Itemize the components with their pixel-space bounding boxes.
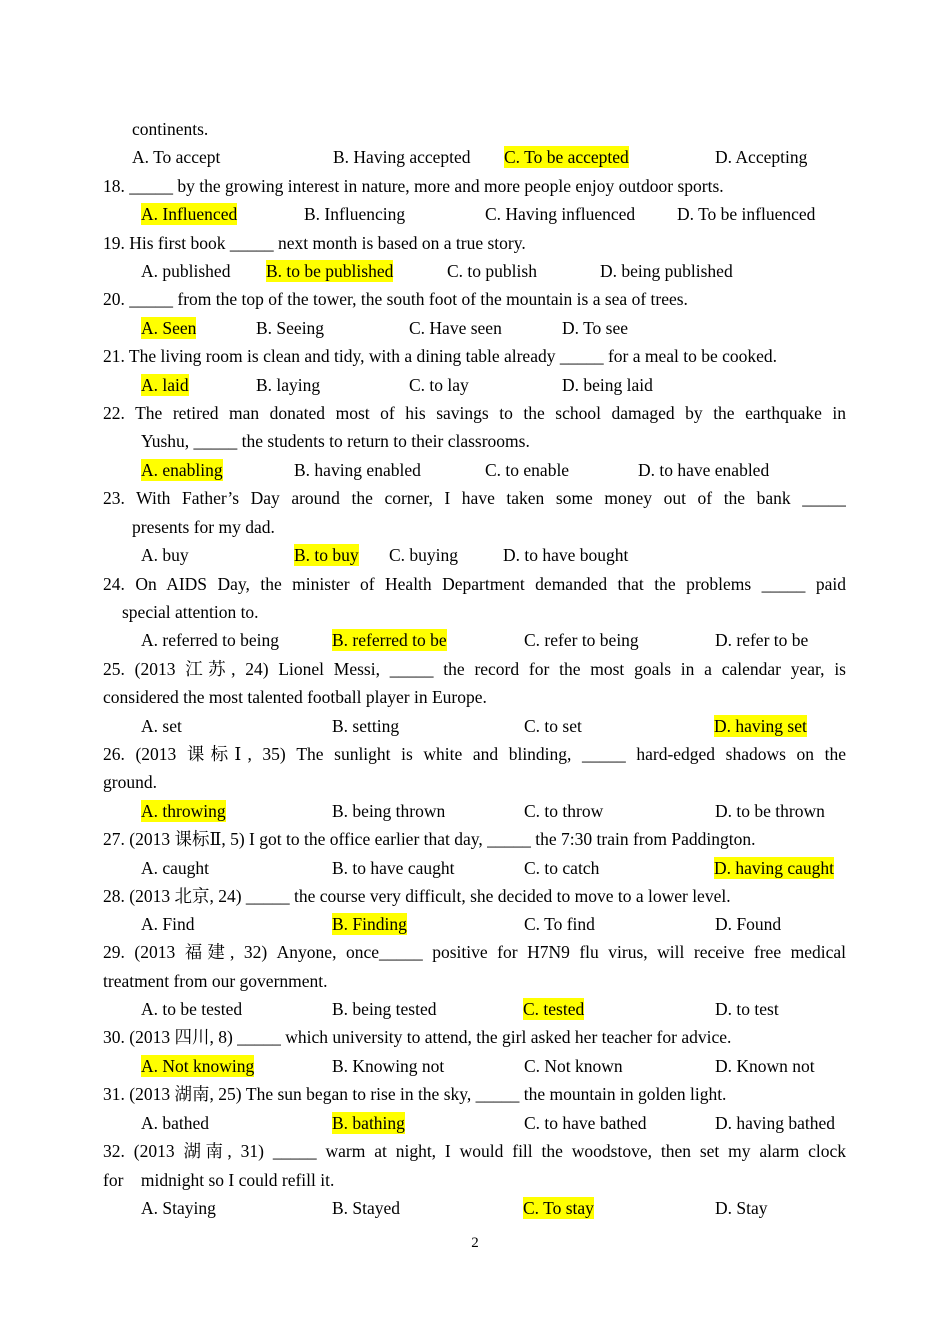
q27-option-c: C. to catch: [524, 858, 600, 878]
q17-option-d: D. Accepting: [715, 147, 808, 167]
q25-option-c: C. to set: [524, 716, 582, 736]
q24-option-d: D. refer to be: [715, 630, 809, 650]
q24-option-c: C. refer to being: [524, 630, 639, 650]
q23-option-d: D. to have bought: [503, 545, 629, 565]
q29-option-c-answer: C. tested: [523, 999, 585, 1019]
q23-option-b-answer: B. to buy: [294, 545, 359, 565]
q26-option-a-answer: A. throwing: [141, 801, 226, 821]
q20-option-a-answer: A. Seen: [141, 318, 197, 338]
q17-option-a: A. To accept: [132, 147, 221, 167]
page-number: 2: [471, 1235, 479, 1251]
q24-stem-line1: 24. On AIDS Day, the minister of Health Department demanded that the problems _____ paid: [103, 574, 846, 594]
q31-option-d: D. having bathed: [715, 1113, 836, 1133]
q30-option-b: B. Knowing not: [332, 1056, 445, 1076]
q17-stem-continuation: continents.: [132, 119, 209, 139]
q18-option-d: D. To be influenced: [677, 204, 816, 224]
q18-option-c: C. Having influenced: [485, 204, 636, 224]
q25-stem-line2: considered the most talented football player in Europe.: [103, 687, 487, 707]
q26-option-c: C. to throw: [524, 801, 604, 821]
q17-option-c-answer: C. To be accepted: [504, 147, 629, 167]
q22-option-b: B. having enabled: [294, 460, 421, 480]
q25-option-d-answer: D. having set: [714, 716, 807, 736]
q25-stem-line1: 25. (2013 江苏, 24) Lionel Messi, _____ the record for the most goals in a calendar year, is: [103, 659, 846, 679]
q20-option-d: D. To see: [562, 318, 629, 338]
q30-stem: 30. (2013 四川, 8) _____ which university to attend, the girl asked her teacher for advice.: [103, 1027, 732, 1047]
q28-option-b-answer: B. Finding: [332, 914, 407, 934]
q24-stem-line2: special attention to.: [122, 602, 259, 622]
q21-option-a-answer: A. laid: [141, 375, 189, 395]
q22-stem-line2: Yushu, _____ the students to return to their classrooms.: [141, 431, 530, 451]
q29-option-b: B. being tested: [332, 999, 437, 1019]
q26-stem-line1: 26. (2013 课标Ⅰ, 35) The sunlight is white and blinding, _____ hard-edged shadows on the: [103, 744, 846, 764]
q21-option-d: D. being laid: [562, 375, 653, 395]
q29-option-a: A. to be tested: [141, 999, 243, 1019]
q28-stem: 28. (2013 北京, 24) _____ the course very difficult, she decided to move to a lower level.: [103, 886, 731, 906]
q19-option-c: C. to publish: [447, 261, 537, 281]
q30-option-c: C. Not known: [524, 1056, 623, 1076]
q24-option-a: A. referred to being: [141, 630, 279, 650]
q27-stem: 27. (2013 课标Ⅱ, 5) I got to the office earlier that day, _____ the 7:30 train from Paddington.: [103, 829, 756, 849]
q28-option-a: A. Find: [141, 914, 195, 934]
q23-stem-line1: 23. With Father’s Day around the corner, I have taken some money out of the bank _____: [103, 488, 846, 508]
q25-option-a: A. set: [141, 716, 182, 736]
q23-option-a: A. buy: [141, 545, 189, 565]
q19-stem: 19. His first book _____ next month is based on a true story.: [103, 233, 526, 253]
q29-stem-line2: treatment from our government.: [103, 971, 328, 991]
q22-option-a-answer: A. enabling: [141, 460, 223, 480]
q29-stem-line1: 29. (2013 福建, 32) Anyone, once_____ positive for H7N9 flu virus, will receive free medical: [103, 942, 846, 962]
q32-stem-line2: for midnight so I could refill it.: [103, 1170, 335, 1190]
q19-option-b-answer: B. to be published: [266, 261, 394, 281]
q32-option-c-answer: C. To stay: [523, 1198, 594, 1218]
q18-option-a-answer: A. Influenced: [141, 204, 238, 224]
q31-option-b-answer: B. bathing: [332, 1113, 405, 1133]
q19-option-a: A. published: [141, 261, 231, 281]
q18-stem: 18. _____ by the growing interest in nature, more and more people enjoy outdoor sports.: [103, 176, 724, 196]
q26-stem-line2: ground.: [103, 772, 157, 792]
q27-option-a: A. caught: [141, 858, 210, 878]
q30-option-a-answer: A. Not knowing: [141, 1056, 255, 1076]
q32-stem-line1: 32. (2013 湖南, 31) _____ warm at night, I would fill the woodstove, then set my alarm clock: [103, 1141, 846, 1161]
q24-option-b-answer: B. referred to be: [332, 630, 447, 650]
q28-option-d: D. Found: [715, 914, 782, 934]
q27-option-b: B. to have caught: [332, 858, 455, 878]
q19-option-d: D. being published: [600, 261, 733, 281]
q32-option-a: A. Staying: [141, 1198, 216, 1218]
q17-option-b: B. Having accepted: [333, 147, 471, 167]
q27-option-d-answer: D. having caught: [714, 858, 835, 878]
q29-option-d: D. to test: [715, 999, 779, 1019]
q31-option-c: C. to have bathed: [524, 1113, 647, 1133]
q20-stem: 20. _____ from the top of the tower, the south foot of the mountain is a sea of trees.: [103, 289, 688, 309]
q30-option-d: D. Known not: [715, 1056, 815, 1076]
q22-stem-line1: 22. The retired man donated most of his savings to the school damaged by the earthquake in: [103, 403, 846, 423]
q32-option-d: D. Stay: [715, 1198, 768, 1218]
q26-option-b: B. being thrown: [332, 801, 446, 821]
q28-option-c: C. To find: [524, 914, 595, 934]
q23-stem-line2: presents for my dad.: [132, 517, 275, 537]
q26-option-d: D. to be thrown: [715, 801, 825, 821]
q21-stem: 21. The living room is clean and tidy, with a dining table already _____ for a meal to be cooked.: [103, 346, 778, 366]
q25-option-b: B. setting: [332, 716, 400, 736]
q21-option-c: C. to lay: [409, 375, 469, 395]
q22-option-c: C. to enable: [485, 460, 570, 480]
q18-option-b: B. Influencing: [304, 204, 406, 224]
q23-option-c: C. buying: [389, 545, 459, 565]
q22-option-d: D. to have enabled: [638, 460, 770, 480]
q31-stem: 31. (2013 湖南, 25) The sun began to rise in the sky, _____ the mountain in golden light.: [103, 1084, 727, 1104]
q20-option-b: B. Seeing: [256, 318, 325, 338]
q21-option-b: B. laying: [256, 375, 321, 395]
q32-option-b: B. Stayed: [332, 1198, 401, 1218]
q20-option-c: C. Have seen: [409, 318, 502, 338]
q31-option-a: A. bathed: [141, 1113, 210, 1133]
